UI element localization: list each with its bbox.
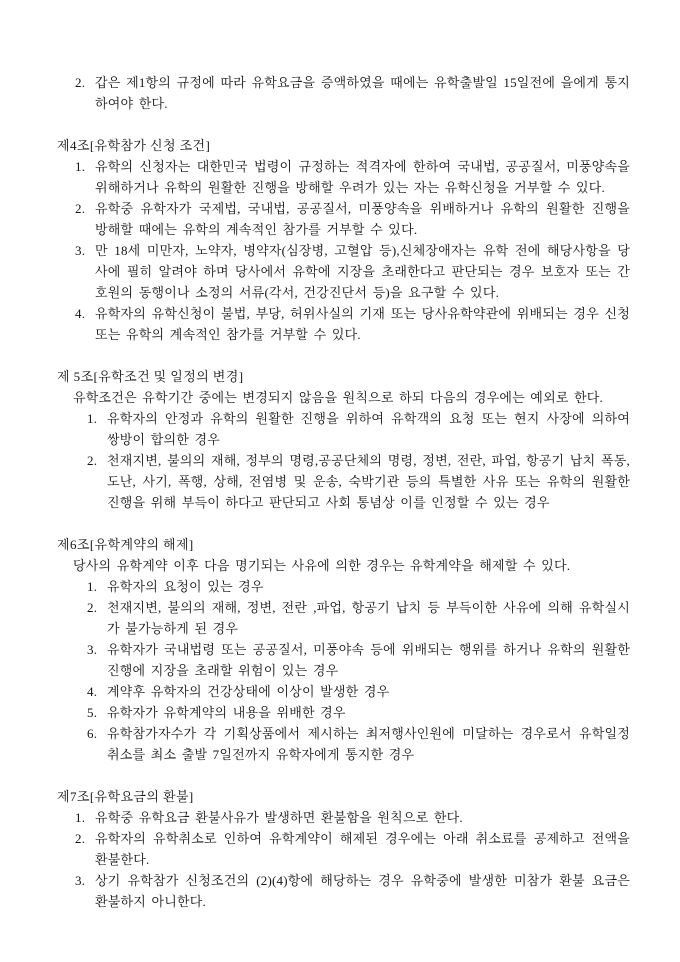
- item-text: 유학의 신청자는 대한민국 법령이 규정하는 적격자에 한하여 국내법, 공공질서, 미풍양속을 위해하거나 유학의 원활한 진행을 방해할 우려가 있는 자는 유학신청을 거부할 수 있다.: [95, 159, 630, 195]
- section-article-6: [57, 534, 630, 765]
- list-item: [87, 450, 630, 513]
- item-number: 2.: [75, 75, 86, 90]
- item-number: 3.: [75, 243, 86, 258]
- list-item: [87, 723, 630, 765]
- section-article-4: [57, 135, 630, 345]
- item-number: 3.: [87, 642, 98, 657]
- item-text: 계약후 유학자의 건강상태에 이상이 발생한 경우: [107, 684, 390, 699]
- list-item: [87, 576, 630, 597]
- item-text: 유학자의 유학신청이 불법, 부당, 허위사실의 기재 또는 당사유학약관에 위배되는 경우 신청 또는 유학의 계속적인 참가를 거부할 수 있다.: [95, 306, 630, 342]
- list-item: [87, 408, 630, 450]
- item-number: 1.: [75, 159, 86, 174]
- item-text: 유학중 유학요금 환불사유가 발생하면 환불함을 원칙으로 한다.: [95, 810, 463, 825]
- item-text: 천재지변, 불의의 재해, 정변, 전란 ,파업, 항공기 납치 등 부득이한 사유에 의해 유학실시가 불가능하게 된 경우: [107, 600, 630, 636]
- list-item: [87, 597, 630, 639]
- article-5-heading: 제 5조[유학조건 및 일정의 변경]: [57, 369, 244, 384]
- item-number: 2.: [75, 201, 86, 216]
- list-item: [75, 240, 630, 303]
- list-item: [75, 156, 630, 198]
- list-item: [75, 72, 630, 114]
- item-text: 만 18세 미만자, 노약자, 병약자(심장병, 고혈압 등),신체장애자는 유학 전에 해당사항을 당사에 필히 알려야 하며 당사에서 유학에 지장을 초래한다고 판단되는 경우 보호자 또는 간호원의 동행이나 소정의 서류(각서, 건강진단서 등)을 요구할 수 있다.: [95, 243, 630, 300]
- item-number: 1.: [87, 411, 98, 426]
- article-5-intro: 유학조건은 유학기간 중에는 변경되지 않음을 원칙으로 하되 다음의 경우에는 예외로 한다.: [73, 390, 603, 405]
- list-item: [87, 702, 630, 723]
- item-number: 1.: [75, 810, 86, 825]
- item-text: 갑은 제1항의 규정에 따라 유학요금을 증액하였을 때에는 유학출발일 15일전에 을에게 통지하여야 한다.: [95, 75, 630, 111]
- item-number: 1.: [87, 579, 98, 594]
- item-number: 3.: [75, 873, 86, 888]
- item-number: 2.: [87, 600, 98, 615]
- article-6-intro: 당사의 유학계약 이후 다음 명기되는 사유에 의한 경우는 유학계약을 해제할 수 있다.: [73, 558, 571, 573]
- item-number: 4.: [87, 684, 98, 699]
- item-number: 5.: [87, 705, 98, 720]
- item-text: 유학참가자수가 각 기획상품에서 제시하는 최저행사인원에 미달하는 경우로서 유학일정 취소를 최소 출발 7일전까지 유학자에게 통지한 경우: [107, 726, 630, 762]
- article-4-heading: 제4조[유학참가 신청 조건]: [57, 138, 211, 153]
- item-text: 유학중 유학자가 국제법, 국내법, 공공질서, 미풍양속을 위배하거나 유학의 원활한 진행을 방해할 때에는 유학의 계속적인 참가를 거부할 수 있다.: [95, 201, 630, 237]
- item-text: 천재지변, 불의의 재해, 정부의 명령,공공단체의 명령, 정변, 전란, 파업, 항공기 납치 폭동,도난, 사기, 폭행, 상해, 전염병 및 운송, 숙박기관 등의 특별한 사유 또는 유학의 원활한 진행을 위해 부득이 하다고 판단되고 사회 통념상 이를 인정할 수 있는 경우: [107, 453, 630, 510]
- item-number: 2.: [87, 453, 98, 468]
- item-number: 6.: [87, 726, 98, 741]
- list-item: [75, 303, 630, 345]
- list-item: [75, 198, 630, 240]
- list-item: [87, 681, 630, 702]
- list-item: [87, 639, 630, 681]
- article-7-heading: 제7조[유학요금의 환불]: [57, 789, 194, 804]
- item-text: 유학자가 국내법령 또는 공공질서, 미풍야속 등에 위배되는 행위를 하거나 유학의 원활한 진행에 지장을 초래할 위험이 있는 경우: [107, 642, 630, 678]
- item-text: 유학자가 유학계약의 내용을 위배한 경우: [107, 705, 346, 720]
- list-item: [75, 807, 630, 828]
- item-number: 2.: [75, 831, 86, 846]
- article-6-heading: 제6조[유학계약의 해제]: [57, 537, 194, 552]
- item-number: 4.: [75, 306, 86, 321]
- item-text: 유학자의 요청이 있는 경우: [107, 579, 264, 594]
- section-article-5: [57, 366, 630, 513]
- section-article-7: [57, 786, 630, 912]
- item-text: 상기 유학참가 신청조건의 (2)(4)항에 해당하는 경우 유학중에 발생한 미참가 환불 요금은 환불하지 아니한다.: [95, 873, 630, 909]
- list-item: [75, 870, 630, 912]
- list-item: [75, 828, 630, 870]
- item-text: 유학자의 안정과 유학의 원활한 진행을 위하여 유학객의 요청 또는 현지 사장에 의하여 쌍방이 합의한 경우: [107, 411, 630, 447]
- item-text: 유학자의 유학취소로 인하여 유학계약이 해제된 경우에는 아래 취소료를 공제하고 전액을 환불한다.: [95, 831, 630, 867]
- section-carryover: [57, 72, 630, 114]
